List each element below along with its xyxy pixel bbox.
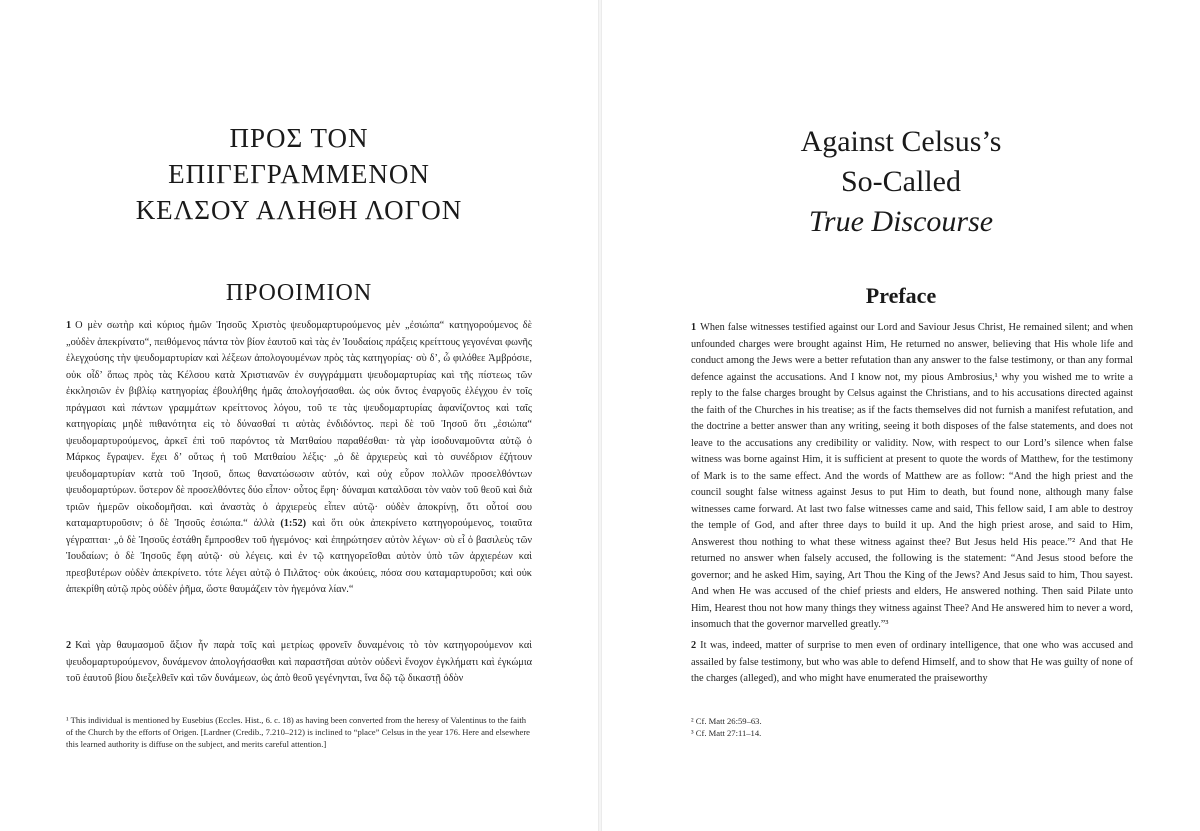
- paragraph-1: [691, 320, 1133, 634]
- paragraph-2: [66, 638, 532, 688]
- paragraph-1: [66, 318, 532, 599]
- paragraph-text: When false witnesses testified against our Lord and Saviour Jesus Christ, He remained silent; and when unfounded charges were brought against Him, He returned no answer, believing that His whole life and conduct among the Jews were a better refutation than any answer to the false testimony, or than any formal defence against the accusations. And I know not, my pious Ambrosius,¹ why you wished me to write a reply to the false charges brought by Celsus against the Christians, and to his accusations directed against the faith of the Churches in his treatise; as if the facts themselves did not furnish a manifest refutation, and the doctrine a better answer than any writing, seeing it both disposes of the false statements, and does not leave to the accusations any credibility or validity. Now, with respect to our Lord’s silence when false witness was borne against Him, it is sufficient at present to quote the words of Matthew, for the testimony of Mark is to the same effect. And the words of Matthew are as follow: “And the high priest and the council sought false witness against Jesus to put Him to death, but found none, although many false witnesses came forward. At last two false witnesses came and said, This fellow said, I am able to destroy the temple of God, and after three days to build it up. And the high priest arose, and said to Him, Answerest thou nothing to what these witness against thee? But Jesus held His peace.”² And that He returned no answer when falsely accused, the following is the statement: “And Jesus stood before the governor; and he asked Him, saying, Art Thou the King of the Jews? And Jesus said to him, Thou sayest. And when He was accused of the chief priests and elders, He answered nothing. Then said Pilate unto Him, Hearest thou not how many things they witness against Thee? And He answered him to never a word, insomuch that the governor marvelled greatly.”³: [691, 322, 1133, 630]
- paragraph-number: 2: [691, 640, 697, 651]
- footnotes: [691, 715, 1133, 739]
- paragraph-number: 1: [66, 320, 72, 331]
- reference-marker: (1:52): [280, 518, 307, 529]
- footnote: ¹ This individual is mentioned by Eusebius (Eccles. Hist., 6. c. 18) as having been converted from the heresy of Valentinus to the faith of the Church by the efforts of Origen. [Lardner (Credib., 7.210–212) is inclined to “place” Celsus in the year 176. Here and elsewhere this learned authority is diffuse on the subject, and merits careful attention.]: [66, 715, 530, 749]
- greek-section-title: ΠΡΟΟΙΜΙΟΝ: [225, 280, 373, 306]
- paragraph-2: [691, 638, 1133, 688]
- paragraph-text: Ο μὲν σωτὴρ καὶ κύριος ἡμῶν Ἰησοῦς Χριστὸς ψευδομαρτυρούμενος μὲν „ἐσιώπα“ κατηγορούμενος δὲ „οὐδὲν ἀπεκρίνατο“, πειθόμενος πάντα τὸν βίον ἑαυτοῦ καὶ τὰς ἐν Ἰουδαίοις πράξεις κρείττους γεγονέναι φωνῆς ἐλεγχούσης τὴν ψευδομαρτυρίαν καὶ λέξεων ἀπολογουμένων πρὸς τὰς κατηγορίας· σὺ δ’, ὦ φιλόθεε Ἀμβρόσιε, οὐκ οἶδ’ ὅπως πρὸς τὰς Κέλσου κατὰ Χριστιανῶν ἐν συγγράμματι ψευδομαρτυρίας καὶ τῆς πίστεως τῶν ἐκκλησιῶν ἐν βιβλίῳ κατηγορίας ἐβουλήθης ἡμᾶς ἀπολογήσασθαι. ὡς οὐκ ὄντος ἐναργοῦς ἐλέγχου ἐν τοῖς πράγμασι καὶ πάντων γραμμάτων κρείττονος λόγου, τοῦ τε τὰς ψευδομαρτυρίας ἀφανίζοντος καὶ ταῖς κατηγορίαις μηδὲ πιθανότητα εἰς τὸ δύνασθαί τι αὐτὰς ἐνδιδόντος. περὶ δὲ τοῦ Ἰησοῦ ὅτι „ἐσιώπα“ ψευδομαρτυρούμενος, ἀρκεῖ ἐπὶ τοῦ παρόντος τὰ Ματθαίου παραθέσθαι· τὰ γὰρ ἰσοδυναμοῦντα αὐτῷ ὁ Μάρκος ἔγραψεν. ἔχει δ’ οὕτως ἡ τοῦ Ματθαίου λέξις· „ὁ δὲ ἀρχιερεὺς καὶ τὸ συνέδριον ἐζήτουν ψευδομαρτυρίαν κατὰ τοῦ Ἰησοῦ, ὅπως θανατώσωσιν αὐτόν, καὶ οὐχ εὗρον πολλῶν προσελθόντων ψευδομαρτύρων. ὕστερον δὲ προσελθόντες δύο εἶπον· οὗτος ἔφη· δύναμαι καταλῦσαι τὸν ναὸν τοῦ θεοῦ καὶ διὰ τριῶν ἡμερῶν οἰκοδομῆσαι. καὶ ἀναστὰς ὁ ἀρχιερεὺς εἶπεν αὐτῷ· οὐδὲν ἀποκρίνῃ, ὅτι οὗτοί σου καταμαρτυροῦσιν; ὁ δὲ Ἰησοῦς ἐσιώπα.“ ἀλλὰ: [66, 320, 532, 529]
- title-line: Against Celsus’s: [800, 125, 1002, 158]
- footnotes: [66, 714, 532, 750]
- title-line: ΚΕΛΣΟΥ ΑΛΗΘΗ ΛΟΓΟΝ: [135, 195, 463, 225]
- title-line: So-Called: [841, 165, 961, 198]
- footnote: ³ Cf. Matt 27:11–14.: [691, 728, 762, 738]
- paragraph-text: καὶ ὅτι οὐκ ἀπεκρίνετο κατηγορούμενος, τοιαῦτα γέγραπται· „ὁ δὲ Ἰησοῦς ἐστάθη ἔμπροσθεν τοῦ ἡγεμόνος· καὶ ἐπηρώτησεν αὐτὸν λέγων· σὺ εἶ ὁ βασιλεὺς τῶν Ἰουδαίων; ὁ δὲ Ἰησοῦς ἔφη αὐτῷ· σὺ λέγεις. καὶ ἐν τῷ κατηγορεῖσθαι αὐτὸν ὑπὸ τῶν ἀρχιερέων καὶ πρεσβυτέρων οὐδὲν ἀπεκρίνετο. τότε λέγει αὐτῷ ὁ Πιλᾶτος· οὐκ ἀκούεις, πόσα σου καταμαρτυροῦσι; καὶ οὐκ ἀπεκρίθη αὐτῷ πρὸς οὐδὲν ῥῆμα, ὥστε θαυμάζειν τὸν ἡγεμόνα λίαν.“: [66, 518, 532, 595]
- title-line: ΠΡΟΣ ΤΟΝ: [229, 123, 369, 153]
- right-page: [602, 0, 1200, 831]
- english-section-title: Preface: [865, 283, 937, 308]
- paragraph-text: It was, indeed, matter of surprise to men even of ordinary intelligence, that one who was accused and assailed by false testimony, but who was able to defend Himself, and to show that He was guilty of none of the charges (alleged), and who might have enumerated the praiseworthy: [691, 640, 1133, 684]
- greek-title: [60, 120, 538, 228]
- paragraph-number: 1: [691, 322, 697, 333]
- paragraph-text: Καὶ γὰρ θαυμασμοῦ ἄξιον ἦν παρὰ τοῖς καὶ μετρίως φρονεῖν δυναμένοις τὸ τὸν κατηγορούμενον καὶ ψευδομαρτυρούμενον, δυνάμενον ἀπολογήσασθαι καὶ παραστῆσαι αὐτὸν οὐδενὶ ἔνοχον ἐγκλήματι καὶ ἐγκώμια τοῦ ἑαυτοῦ βίου διεξελθεῖν καὶ τῶν δυνάμεων, ὡς ἀπὸ θεοῦ γεγένηνται, ἵνα δῷ τῷ δικαστῇ ὁδὸν: [66, 640, 532, 684]
- title-line: ΕΠΙΓΕΓΡΑΜΜΕΝΟΝ: [168, 159, 430, 189]
- title-line-italic: True Discourse: [808, 205, 994, 238]
- paragraph-number: 2: [66, 640, 72, 651]
- footnote: ² Cf. Matt 26:59–63.: [691, 716, 762, 726]
- english-title: [662, 122, 1140, 242]
- left-page: [0, 0, 598, 831]
